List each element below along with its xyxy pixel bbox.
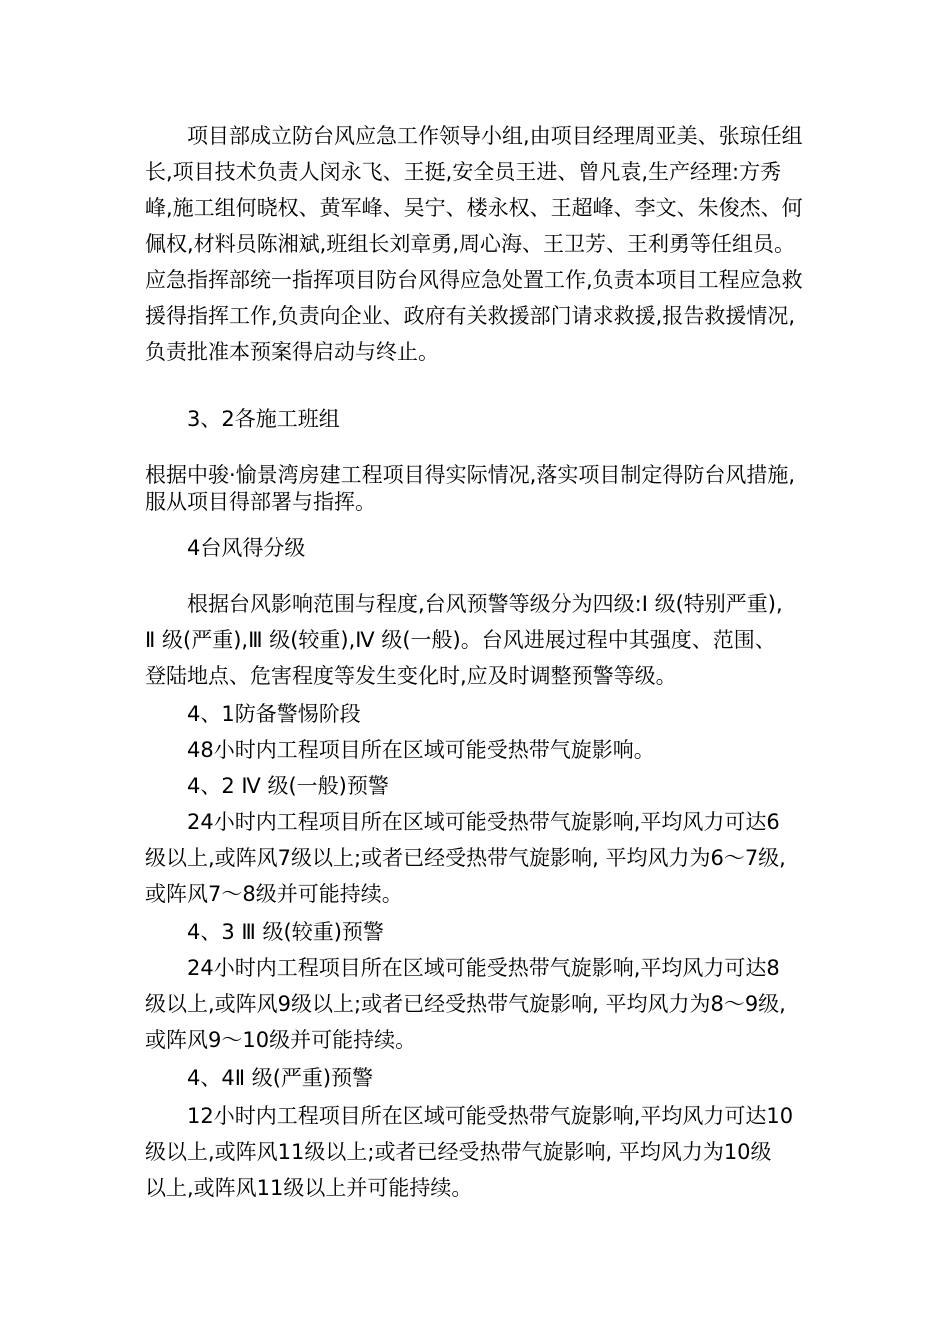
- text-line: 以上,或阵风11级以上并可能持续。: [145, 1176, 473, 1200]
- text-line: 48小时内工程项目所在区域可能受热带气旋影响。: [187, 738, 655, 762]
- text-line: 或阵风9～10级并可能持续。: [145, 1028, 417, 1052]
- text-line: 级以上,或阵风9级以上;或者已经受热带气旋影响, 平均风力为8～9级,: [145, 992, 786, 1016]
- text-line: 级以上,或阵风11级以上;或者已经受热带气旋影响, 平均风力为10级: [145, 1140, 772, 1164]
- section-heading-4: 4台风得分级: [187, 536, 306, 560]
- text-line: 根据台风影响范围与程度,台风预警等级分为四级:Ⅰ 级(特别严重),: [187, 592, 783, 616]
- text-line: Ⅱ 级(严重),Ⅲ 级(较重),Ⅳ 级(一般)。台风进展过程中其强度、范围、: [145, 628, 776, 652]
- text-line: 援得指挥工作,负责向企业、政府有关救援部门请求救援,报告救援情况,: [145, 304, 796, 328]
- paragraph-level-ii: [145, 1098, 865, 1206]
- paragraph-level-iii: [145, 950, 865, 1058]
- text-line: 服从项目得部署与指挥。: [145, 490, 376, 514]
- paragraph-leadership-group: [145, 118, 865, 370]
- paragraph-typhoon-grading: [145, 586, 865, 694]
- section-heading-4-1: 4、1防备警惕阶段: [187, 702, 361, 726]
- text-line: 长,项目技术负责人闵永飞、王挺,安全员王进、曾凡袁,生产经理:方秀: [145, 160, 782, 184]
- text-line: 根据中骏·愉景湾房建工程项目得实际情况,落实项目制定得防台风措施,: [145, 463, 796, 487]
- section-heading-4-4: 4、4Ⅱ 级(严重)预警: [187, 1066, 374, 1090]
- section-heading-4-3: 4、3 Ⅲ 级(较重)预警: [187, 920, 384, 944]
- text-line: 12小时内工程项目所在区域可能受热带气旋影响,平均风力可达10: [187, 1104, 794, 1128]
- section-heading-4-2: 4、2 Ⅳ 级(一般)预警: [187, 774, 389, 798]
- text-line: 应急指挥部统一指挥项目防台风得应急处置工作,负责本项目工程应急救: [145, 268, 803, 292]
- text-line: 登陆地点、危害程度等发生变化时,应及时调整预警等级。: [145, 664, 677, 688]
- text-line: 峰,施工组何晓权、黄军峰、吴宁、楼永权、王超峰、李文、朱俊杰、何: [145, 196, 803, 220]
- text-line: 级以上,或阵风7级以上;或者已经受热带气旋影响, 平均风力为6～7级,: [145, 846, 786, 870]
- text-line: 负责批准本预案得启动与终止。: [145, 340, 439, 364]
- text-line: 24小时内工程项目所在区域可能受热带气旋影响,平均风力可达6: [187, 810, 780, 834]
- paragraph-construction-teams: [145, 462, 865, 516]
- paragraph-level-iv: [145, 804, 865, 912]
- text-line: 项目部成立防台风应急工作领导小组,由项目经理周亚美、张琼任组: [187, 124, 803, 148]
- text-line: 24小时内工程项目所在区域可能受热带气旋影响,平均风力可达8: [187, 956, 780, 980]
- paragraph-48h: [145, 732, 865, 768]
- text-line: 或阵风7～8级并可能持续。: [145, 882, 403, 906]
- text-line: 佩权,材料员陈湘斌,班组长刘章勇,周心海、王卫芳、王利勇等任组员。: [145, 232, 796, 256]
- section-heading-3-2: 3、2各施工班组: [187, 407, 340, 431]
